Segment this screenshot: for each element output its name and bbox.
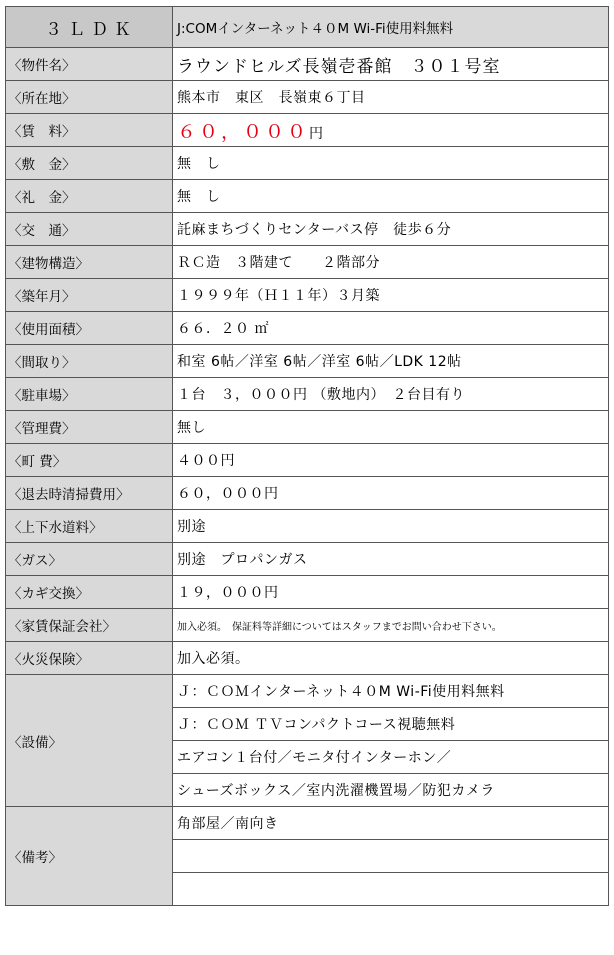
value-management-fee: 無し	[173, 411, 609, 444]
value-address: 熊本市 東区 長嶺東６丁目	[173, 81, 609, 114]
equipment-line: エアコン１台付／モニタ付インターホン／	[173, 741, 609, 774]
label-transport: 〈交 通〉	[6, 213, 173, 246]
value-built-date: １９９９年（Ｈ１１年）３月築	[173, 279, 609, 312]
remarks-line	[173, 873, 609, 906]
row-property-name	[6, 48, 609, 81]
row-fire-insurance	[6, 642, 609, 675]
row-key-exchange	[6, 576, 609, 609]
value-floor-plan: 和室 6帖／洋室 6帖／洋室 6帖／LDK 12帖	[173, 345, 609, 378]
row-built-date	[6, 279, 609, 312]
row-area	[6, 312, 609, 345]
row-deposit	[6, 147, 609, 180]
remarks-line	[173, 840, 609, 873]
layout-type: ３ＬＤＫ	[6, 7, 173, 48]
row-equipment	[6, 675, 609, 708]
label-cleaning-fee: 〈退去時清掃費用〉	[6, 477, 173, 510]
row-address	[6, 81, 609, 114]
row-rent	[6, 114, 609, 147]
label-rent: 〈賃 料〉	[6, 114, 173, 147]
equipment-line: Ｊ：ＣＯＭインターネット４０M Wi-Fi使用料無料	[173, 675, 609, 708]
row-structure	[6, 246, 609, 279]
row-town-fee	[6, 444, 609, 477]
row-water	[6, 510, 609, 543]
property-sheet	[5, 6, 608, 950]
equipment-line: Ｊ：ＣＯＭ ＴＶコンパクトコース視聴無料	[173, 708, 609, 741]
label-structure: 〈建物構造〉	[6, 246, 173, 279]
value-structure: ＲＣ造 ３階建て ２階部分	[173, 246, 609, 279]
rent-amount: ６０，０００	[177, 120, 310, 143]
value-guarantor: 加入必須。 保証料等詳細についてはスタッフまでお問い合わせ下さい。	[173, 609, 609, 642]
equipment-line: シューズボックス／室内洗濯機置場／防犯カメラ	[173, 774, 609, 807]
row-parking	[6, 378, 609, 411]
property-table	[5, 6, 609, 906]
remarks-line: 角部屋／南向き	[173, 807, 609, 840]
value-fire-insurance: 加入必須。	[173, 642, 609, 675]
label-deposit: 〈敷 金〉	[6, 147, 173, 180]
label-built-date: 〈築年月〉	[6, 279, 173, 312]
label-key-exchange: 〈カギ交換〉	[6, 576, 173, 609]
row-gas	[6, 543, 609, 576]
value-town-fee: ４００円	[173, 444, 609, 477]
promo-text: J:COMインターネット４０M Wi-Fi使用料無料	[173, 7, 609, 48]
label-remarks: 〈備考〉	[6, 807, 173, 906]
label-management-fee: 〈管理費〉	[6, 411, 173, 444]
label-floor-plan: 〈間取り〉	[6, 345, 173, 378]
label-water: 〈上下水道料〉	[6, 510, 173, 543]
rent-unit: 円	[309, 125, 324, 142]
label-property-name: 〈物件名〉	[6, 48, 173, 81]
value-gas: 別途 プロパンガス	[173, 543, 609, 576]
value-parking: １台 ３，０００円 （敷地内） ２台目有り	[173, 378, 609, 411]
row-cleaning-fee	[6, 477, 609, 510]
label-fire-insurance: 〈火災保険〉	[6, 642, 173, 675]
label-address: 〈所在地〉	[6, 81, 173, 114]
label-gas: 〈ガス〉	[6, 543, 173, 576]
label-equipment: 〈設備〉	[6, 675, 173, 807]
row-floor-plan	[6, 345, 609, 378]
value-cleaning-fee: ６０，０００円	[173, 477, 609, 510]
value-property-name: ラウンドヒルズ長嶺壱番館 ３０１号室	[173, 48, 609, 81]
header-row	[6, 7, 609, 48]
label-guarantor: 〈家賃保証会社〉	[6, 609, 173, 642]
row-guarantor	[6, 609, 609, 642]
label-area: 〈使用面積〉	[6, 312, 173, 345]
row-management-fee	[6, 411, 609, 444]
value-rent-cell	[173, 114, 609, 147]
label-key-money: 〈礼 金〉	[6, 180, 173, 213]
label-parking: 〈駐車場〉	[6, 378, 173, 411]
value-deposit: 無 し	[173, 147, 609, 180]
value-water: 別途	[173, 510, 609, 543]
value-key-money: 無 し	[173, 180, 609, 213]
row-key-money	[6, 180, 609, 213]
value-key-exchange: １９，０００円	[173, 576, 609, 609]
value-transport: 託麻まちづくりセンターバス停 徒歩６分	[173, 213, 609, 246]
row-transport	[6, 213, 609, 246]
row-remarks	[6, 807, 609, 840]
value-area: ６６．２０ ㎡	[173, 312, 609, 345]
label-town-fee: 〈町 費〉	[6, 444, 173, 477]
